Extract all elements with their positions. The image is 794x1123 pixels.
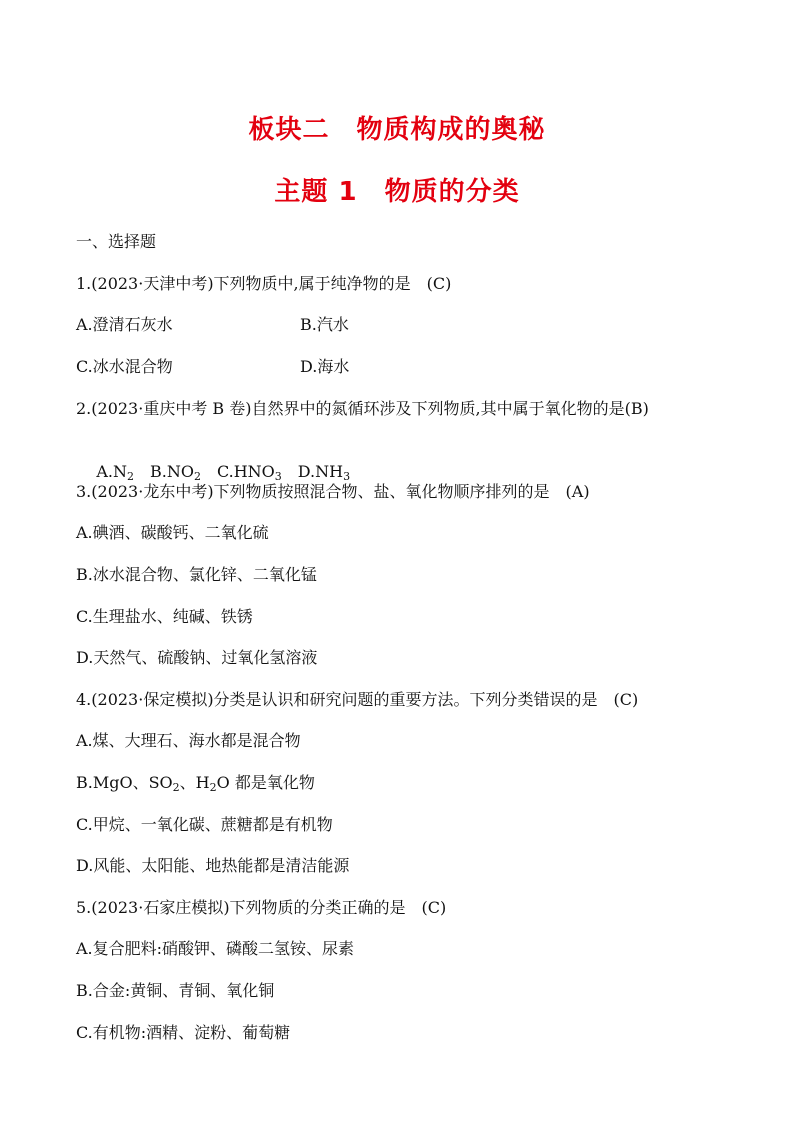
question-1-option-c: C.冰水混合物	[76, 357, 173, 376]
question-5-option-c: C.有机物:酒精、淀粉、葡萄糖	[76, 1023, 291, 1042]
question-1-stem: 1.(2023·天津中考)下列物质中,属于纯净物的是 (C)	[76, 274, 452, 293]
question-4-option-d: D.风能、太阳能、地热能都是清洁能源	[76, 856, 350, 875]
question-4-option-c: C.甲烷、一氧化碳、蔗糖都是有机物	[76, 815, 333, 834]
question-1-option-b: B.汽水	[300, 315, 349, 334]
question-2-option-d: $D.NH_3$	[297, 462, 351, 483]
question-3-option-c: C.生理盐水、纯碱、铁锈	[76, 607, 253, 626]
question-5-stem: 5.(2023·石家庄模拟)下列物质的分类正确的是 (C)	[76, 898, 447, 917]
question-3-option-a: A.碘酒、碳酸钙、二氧化硫	[76, 523, 269, 542]
subtitle: 主题 1 物质的分类	[274, 177, 520, 207]
question-2-option-a: $A.N_2$	[96, 462, 134, 483]
question-3-stem: 3.(2023·龙东中考)下列物质按照混合物、盐、氧化物顺序排列的是 (A)	[76, 482, 590, 501]
question-4-option-b: B.MgO、$SO_2$、$H_2O$ 都是氧化物	[76, 773, 315, 794]
question-5-option-a: A.复合肥料:硝酸钾、磷酸二氢铵、尿素	[76, 939, 355, 958]
question-5-option-b: B.合金:黄铜、青铜、氧化铜	[76, 981, 275, 1000]
question-2-stem: 2.(2023·重庆中考 B 卷)自然界中的氮循环涉及下列物质,其中属于氧化物的是(B)	[76, 399, 649, 418]
main-title: 板块二 物质构成的奥秘	[248, 115, 546, 145]
question-1-option-d: D.海水	[300, 357, 350, 376]
question-3-option-d: D.天然气、硫酸钠、过氧化氢溶液	[76, 648, 318, 667]
question-1-option-a: A.澄清石灰水	[76, 315, 173, 334]
question-2-option-c: $C.HNO_3$	[216, 462, 282, 483]
question-4-option-a: A.煤、大理石、海水都是混合物	[76, 731, 301, 750]
question-4-stem: 4.(2023·保定模拟)分类是认识和研究问题的重要方法。下列分类错误的是 (C)	[76, 690, 639, 709]
question-2-option-b: $B.NO_2$	[149, 462, 201, 483]
question-3-option-b: B.冰水混合物、氯化锌、二氧化锰	[76, 565, 317, 584]
section-heading: 一、选择题	[76, 232, 157, 251]
